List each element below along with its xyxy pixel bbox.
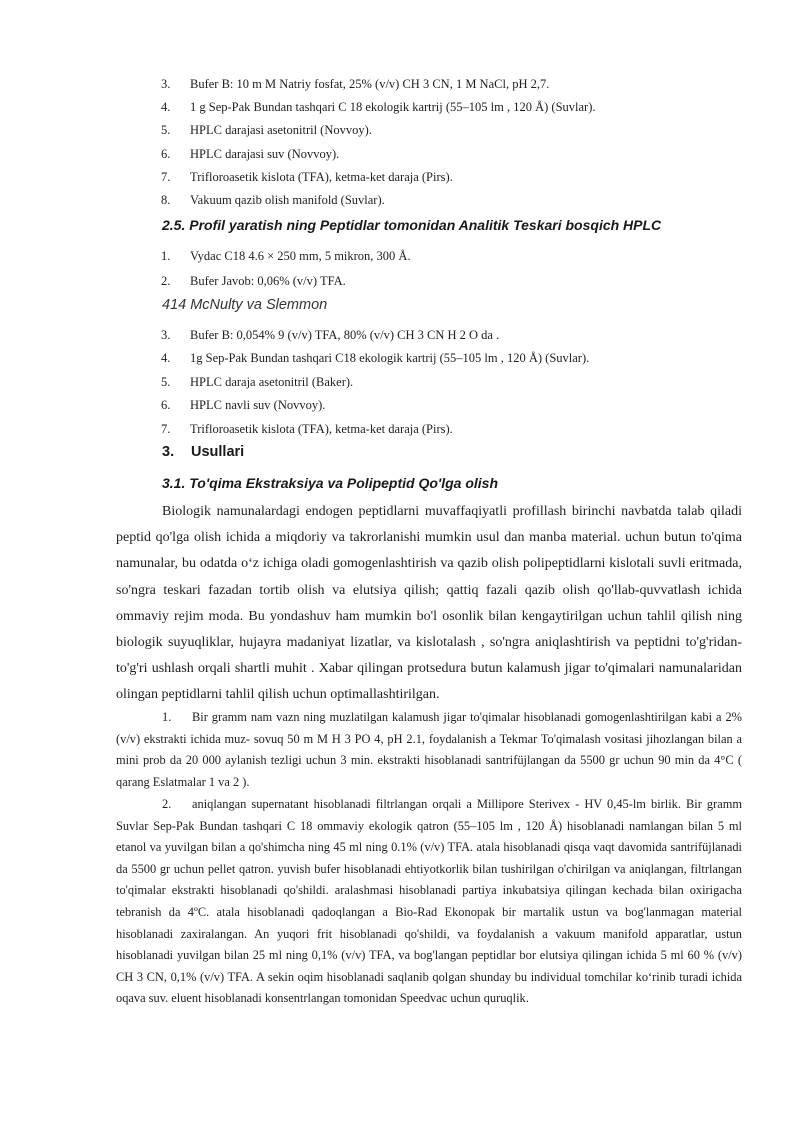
list-item: 4. 1 g Sep-Pak Bundan tashqari C 18 ekologik kartrij (55–105 lm , 120 Å) (Suvlar). xyxy=(161,100,596,114)
list-item: 4. 1g Sep-Pak Bundan tashqari C18 ekologik kartrij (55–105 lm , 120 Å) (Suvlar). xyxy=(161,351,590,365)
procedure-step: 1. Bir gramm nam vazn ning muzlatilgan kalamush jigar to'qimalar hisoblanadi gomogenlashtirilgan kabi a 2% (v/v) ekstrakti ichida muz- sovuq 50 m M H 3 PO 4, pH 2.1, foydalanish a Tekmar To'qimalash vositasi jihozlangan bilan a mini prob da 20 000 aylanish tezligi uchun 3 min. ekstrakti hisoblanadi santrifüjlangan da 5500 gr uchun 90 min da 4°C ( qarang Eslatmalar 1 va 2 ). xyxy=(116,710,742,789)
list-item: 6. HPLC navli suv (Novvoy). xyxy=(161,398,326,412)
body-paragraph: Biologik namunalardagi endogen peptidlarni muvaffaqiyatli profillash birinchi navbatda talab qiladi peptid qo'lga olish ichida a miqdoriy va takrorlanishi mumkin usul dan manba material. uchun butun to'qima namunalar, bu odatda o‘z ichiga oladi gomogenlashtirish va qazib olish polipeptidlarni kislotali suvli eritmada, so'ngra teskari fazadan tortib olish va elutsiya qilish; qattiq fazali qazib olish qo'llab-quvvatlash ichida ommaviy rejim moda. Bu yondashuv ham mumkin bo'l osonlik bilan kengaytirilgan uchun tahlil qilish ning biologik suyuqliklar, hujayra madaniyat lizatlar, va kislotalash , so'ngra aniqlashtirish va peptidni to'g'ridan-to'g'ri ushlash orqali shartli muhit . Xabar qilingan protsedura butun kalamush jigar to'qimalari namunalaridan olingan peptidlarni tahlil qilish uchun optimallashtirilgan. xyxy=(116,504,742,703)
list-item: 5. HPLC darajasi asetonitril (Novvoy). xyxy=(161,123,372,137)
list-item: 7. Trifloroasetik kislota (TFA), ketma-ket daraja (Pirs). xyxy=(161,422,453,436)
list-item: 8. Vakuum qazib olish manifold (Suvlar). xyxy=(161,193,385,207)
running-header: 414 McNulty va Slemmon xyxy=(162,297,328,313)
list-item: 3. Bufer B: 0,054% 9 (v/v) TFA, 80% (v/v) CH 3 CN H 2 O da . xyxy=(161,328,500,342)
procedure-step: 2. aniqlangan supernatant hisoblanadi filtrlangan orqali a Millipore Sterivex - HV 0,45-lm birlik. Bir gramm Suvlar Sep-Pak Bundan tashqari C 18 ommaviy ekologik qatron (55–105 lm , 120 Å) hisoblanadi namlangan bilan 5 ml etanol va yuvilgan bilan a qo'shimcha ning 45 ml ning 0.1% (v/v) TFA. atala hisoblanadi qisqa vaqt davomida santrifüjlanadi da 5500 gr uchun pellet qatron. yuvish bufer hisoblanadi ehtiyotkorlik bilan tushirilgan o'chirilgan va aniqlangan, filtrlangan to'qimalar ekstrakti hisoblanadi qo'shildi. aralashmasi hisoblanadi partiya inkubatsiya qilingan kechada bilan oxirigacha tebranish da 4ºC. atala hisoblanadi qadoqlangan a Bio-Rad Ekonopak bir martalik ustun va bog'lanmagan material hisoblanadi zaxiralangan. An yuqori frit hisoblanadi qo'shildi, va foydalanish a vakuum manifold apparatlar, ustun hisoblanadi yuvilgan bilan 25 ml ning 0,1% (v/v) TFA, va bog'langan peptidlar bor elutsiya qilingan ichida 5 ml 60 % (v/v) CH 3 CN, 0,1% (v/v) TFA. A sekin oqim hisoblanadi saqlanib qolgan shunday bu individual tomchilar ko‘rinib turadi ichida oqava suv. eluent hisoblanadi konsentrlangan tomonidan Speedvac uchun quruqlik. xyxy=(116,797,742,1006)
list-item: 1. Vydac C18 4.6 × 250 mm, 5 mikron, 300 Å. xyxy=(161,249,411,263)
list-item: 6. HPLC darajasi suv (Novvoy). xyxy=(161,147,340,161)
subsection-heading: 3.1. To'qima Ekstraksiya va Polipeptid Qo'lga olish xyxy=(162,475,499,491)
section-heading: 3. Usullari xyxy=(162,444,245,460)
section-heading: 2.5. Profil yaratish ning Peptidlar tomonidan Analitik Teskari bosqich HPLC xyxy=(162,217,662,233)
list-item: 5. HPLC daraja asetonitril (Baker). xyxy=(161,375,354,389)
list-item: 3. Bufer B: 10 m M Natriy fosfat, 25% (v/v) CH 3 CN, 1 M NaCl, pH 2,7. xyxy=(161,77,550,91)
list-item: 2. Bufer Javob: 0,06% (v/v) TFA. xyxy=(161,274,346,288)
list-item: 7. Trifloroasetik kislota (TFA), ketma-ket daraja (Pirs). xyxy=(161,170,453,184)
